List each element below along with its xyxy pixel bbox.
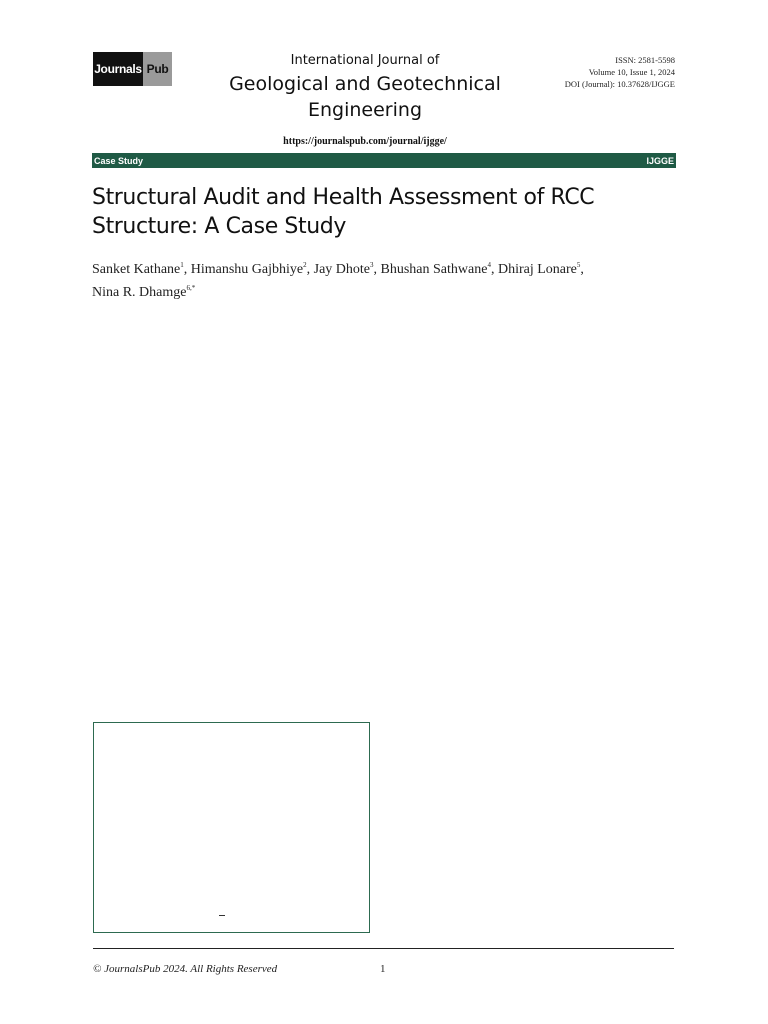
- page-number: 1: [380, 963, 386, 975]
- author-affiliation-marker: 2: [303, 261, 307, 269]
- doi-text: DOI (Journal): 10.37628/IJGGE: [564, 79, 675, 89]
- volume-text: Volume 10, Issue 1, 2024: [588, 67, 675, 77]
- logo-text-right: Pub: [143, 52, 172, 86]
- journal-meta: [565, 54, 675, 90]
- box-dash-mark: [219, 915, 225, 916]
- author-name: Sanket Kathane: [92, 262, 181, 277]
- author-affiliation-marker: 4: [487, 261, 491, 269]
- author-name: Himanshu Gajbhiye: [190, 262, 304, 277]
- issn-text: ISSN: 2581-5598: [615, 55, 675, 65]
- journalspub-logo: [93, 52, 172, 86]
- logo-text-left: Journals: [93, 52, 143, 86]
- article-type-band: [92, 153, 676, 168]
- journal-abbrev-label: IJGGE: [646, 155, 674, 166]
- author-affiliation-marker: 6,*: [186, 284, 196, 292]
- author-name: Bhushan Sathwane: [380, 262, 488, 277]
- author-affiliation-marker: 5: [576, 261, 581, 269]
- journal-prefix: International Journal of: [290, 53, 440, 68]
- footer-rule: [93, 948, 674, 949]
- journal-name: Geological and Geotechnical Engineering: [229, 73, 501, 121]
- author-name: Nina R. Dhamge: [92, 285, 187, 300]
- author-affiliation-marker: 3: [370, 261, 374, 269]
- author-list: Sanket Kathane$^1$, Himanshu Gajbhiye$^2$, Jay Dhote$^3$, Bhushan Sathwane$^4$, Dhiraj Lonare$^5$, Nina R. Dhamge$^{6,*}$: [92, 261, 584, 300]
- author-name: Jay Dhote: [313, 262, 371, 277]
- author-name: Dhiraj Lonare: [497, 262, 577, 277]
- copyright-text: © JournalsPub 2024. All Rights Reserved: [93, 963, 278, 975]
- article-title: Structural Audit and Health Assessment of RCC Structure: A Case Study: [92, 185, 595, 239]
- abstract-box: [93, 722, 370, 933]
- article-type-label: Case Study: [94, 155, 144, 166]
- journal-url-link[interactable]: https://journalspub.com/journal/ijgge/: [283, 136, 447, 147]
- author-affiliation-marker: 1: [180, 261, 184, 269]
